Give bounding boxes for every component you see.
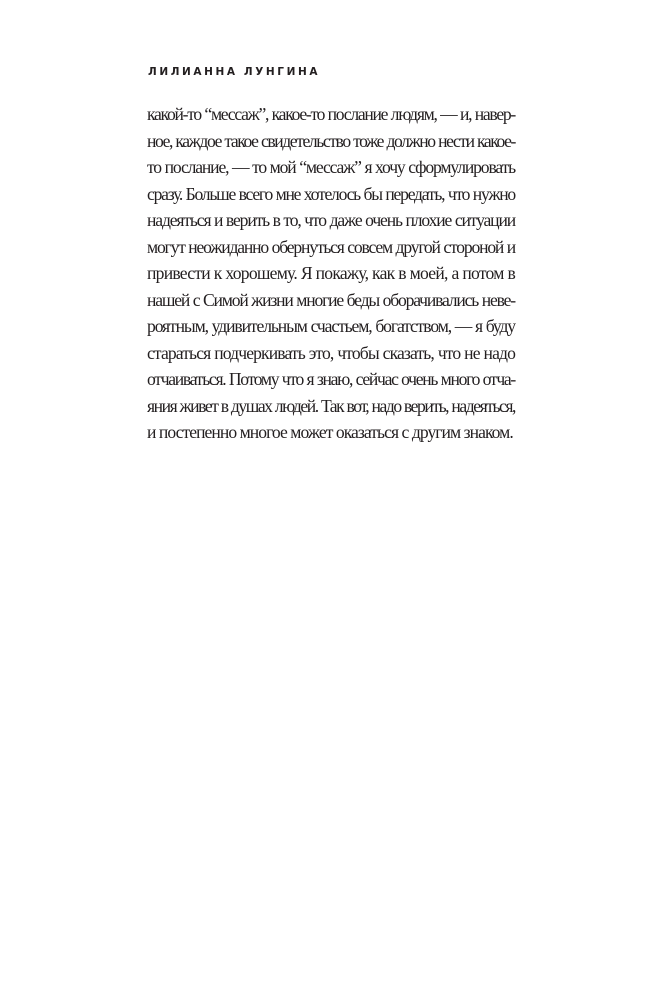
running-head-author: ЛИЛИАННА ЛУНГИНА — [148, 66, 321, 78]
body-paragraph — [147, 101, 515, 446]
text-line: привести к хорошему. Я покажу, как в моей, а потом в — [147, 263, 515, 283]
text-line: какой-то “мессаж”, какое-то послание людям, — и, навер- — [147, 104, 515, 124]
text-line: могут неожиданно обернуться совсем другой стороной и — [147, 236, 515, 257]
text-line: надеяться и верить в то, что даже очень плохие ситуации — [147, 210, 515, 230]
text-line: яния живет в душах людей. Так вот, надо верить, надеяться, — [147, 395, 515, 416]
text-line: нашей с Симой жизни многие беды оборачивались неве- — [147, 289, 515, 310]
text-line: сразу. Больше всего мне хотелось бы передать, что нужно — [147, 183, 515, 204]
text-line: то послание, — то мой “мессаж” я хочу сформулировать — [147, 157, 515, 177]
text-line: отчаиваться. Потому что я знаю, сейчас очень много отча- — [147, 369, 515, 389]
text-line: роятным, удивительным счастьем, богатством, — я буду — [147, 316, 515, 336]
text-line: и постепенно многое может оказаться с другим знаком. — [147, 422, 513, 442]
text-line: ное, каждое такое свидетельство тоже должно нести какое- — [147, 130, 515, 151]
text-line: стараться подчеркивать это, чтобы сказать, что не надо — [147, 342, 515, 363]
